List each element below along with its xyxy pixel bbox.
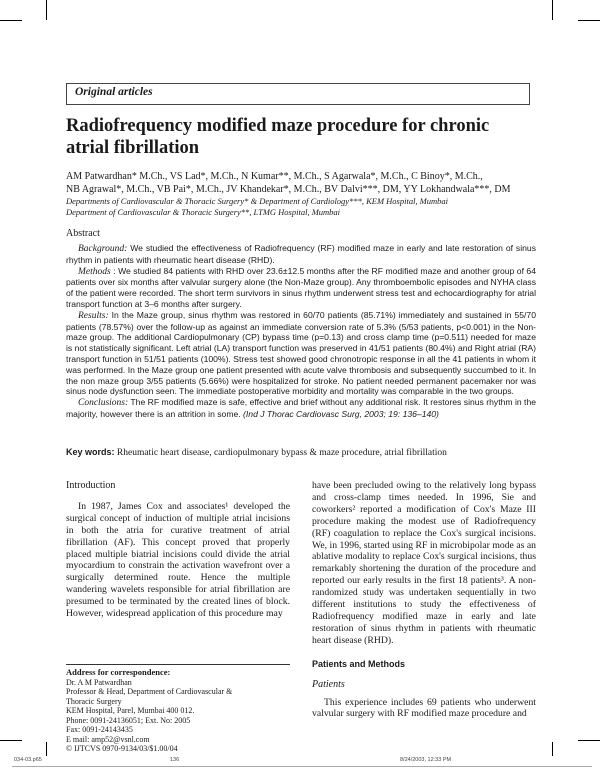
abstract-methods [66,266,536,310]
abstract-results [66,310,536,397]
correspondence-line: Phone: 0091-24136051; Ext. No: 2005 [66,715,191,725]
conclusions-label: Conclusions: [78,398,129,409]
correspondence-email: E mail: amp52@vsnl.com [66,734,150,744]
footer-page: 136 [170,757,180,763]
author-line: AM Patwardhan* M.Ch., VS Lad*, M.Ch., N Kumar**, M.Ch., S Agarwala*, M.Ch., C Binoy*, M.Ch., [66,171,483,182]
crop-mark [578,740,600,741]
keywords-text: Rheumatic heart disease, cardiopulmonary bypass & maze procedure, atrial fibrillation [116,448,447,458]
footer-file: 034-03.p65 [14,757,42,763]
correspondence-line: Professor & Head, Department of Cardiovascular & [66,687,233,696]
affiliation-line: Departments of Cardiovascular & Thoracic Surgery* & Department of Cardiology***, KEM Hospital, Mumbai [66,196,449,206]
correspondence-title: Address for correspondence: [66,667,171,677]
article-title: Radiofrequency modified maze procedure for chronic atrial fibrillation [66,116,490,158]
footer-rule [12,766,592,767]
correspondence-block [66,668,290,754]
crop-mark [46,0,47,20]
abstract-body [66,243,536,420]
correspondence-line: Thoracic Surgery [66,696,122,706]
conclusions-text: The RF modified maze is safe, effective and brief without any additional risk. It restores sinus rhythm in the majority, however there is an attrition in some. [66,397,537,419]
left-column [66,480,290,620]
right-column [312,480,536,720]
section-label: Original articles [75,86,153,98]
correspondence-rule [66,664,290,665]
author-line: NB Agrawal*, M.Ch., VB Pai*, M.Ch., JV Khandekar*, M.Ch., BV Dalvi***, DM, YY Lokhandwala***, DM [66,183,511,195]
crop-mark [552,742,553,756]
correspondence-line: Dr. A M Patwardhan [66,677,132,687]
methods-text: : We studied 84 patients with RHD over 23.6±12.5 months after the RF modified maze and another group of 64 patients over six months after valvular surgery alone (the Non-Maze group). Any thromboembolic episodes and NYHA class of the patient were recorded. The short term survivors in sinus rhythm underwent stress test and echocardiography for atrial transport function at 3–6 months after surgery. [66,265,536,309]
author-list [66,171,544,196]
results-text: In the Maze group, sinus rhythm was restored in 60/70 patients (85.71%) immediately and sustained in 55/70 patients (78.57%) over the follow-up as against an immediate conversion rate of 5.3% (5/53 patients, p<0.001) in the Non-maze group. The additional Cardiopulmonary (CP) bypass time (p=0.13) and cross clamp time (p=0.511) needed for maze is not statistically significant. Left atrial (LA) transport function was preserved in 41/51 patients (80.4%) and Right atrial (RA) transport function in 51/51 patients (100%). Stress test showed good chronotropic response in all the 41 patients in whom it was performed. In the Maze group one patient presented with acute valve thrombosis and subsequently succumbed to it. In the non maze group 3/55 patients (5.66%) were hospitalized for stroke. No patient needed permanent pacemaker nor was sinus node dysfunction seen. The immediate postoperative morbidity and mortality was comparable in the two groups. [66,309,536,397]
right-paragraph-1: have been precluded owing to the relatively long bypass and cross-clamp times needed. In 1996, Sie and coworkers² reported a modification of Cox's Maze III procedure making the modest use of Radiofrequency (RF) coagulation to replace the Cox's surgical incisions. We, in 1996, started using RF in microbipolar mode as an ablative modality to replace Cox's surgical incisions, thus remarkably shortening the duration of the procedure and reported our early results in the first 18 patients³. A non-randomized study was undertaken sequentially in two different institutions to study the effectiveness of Radiofrequency modified maze in early and late restoration of sinus rhythm in patients with rheumatic heart disease (RHD). [312,480,536,646]
correspondence-line: © IJTCVS 0970-9134/03/$1.00/04 [66,744,178,753]
right-paragraph-2: This experience includes 69 patients who underwent valvular surgery with RF modified maze procedure and [312,696,536,720]
footer-date: 8/24/2003, 12:33 PM [400,757,452,763]
background-label: Background: [78,244,128,254]
correspondence-line: KEM Hospital, Parel, Mumbai 400 012. [66,706,195,715]
affiliations [66,196,544,218]
citation: (Ind J Thorac Cardiovasc Surg, 2003; 19: 136–140) [243,408,439,419]
abstract-conclusions [66,397,536,420]
intro-heading: Introduction [66,480,116,491]
crop-mark [0,20,22,21]
affiliation-line: Department of Cardiovascular & Thoracic Surgery**, LTMG Hospital, Mumbai [66,207,341,217]
crop-mark [0,740,22,741]
crop-mark [46,742,47,756]
patients-subheading: Patients [312,678,345,690]
keywords [66,447,536,458]
intro-paragraph: In 1987, James Cox and associates¹ developed the surgical concept of induction of multiple atrial incisions in both the atria for curative treatment of atrial fibrillation (AF). This concept proved that properly placed multiple biatrial incisions could divide the atrial myocardium to constrain the activation wavefront over a surgically determined route. Hence the multiple wandering wavelets responsible for atrial fibrillation are presumed to be terminated by the created lines of block. However, widespread application of this procedure may [66,500,290,620]
crop-mark [552,0,553,20]
correspondence-line: Fax: 0091-24143435 [66,725,133,734]
abstract-heading: Abstract [66,228,100,239]
methods-label: Methods [78,266,111,277]
section-header-box [66,83,530,105]
background-text: We studied the effectiveness of Radiofrequency (RF) modified maze in early and late restoration of sinus rhythm in patients with rheumatic heart disease (RHD). [66,243,536,265]
crop-mark [578,20,600,21]
results-label: Results: [78,310,109,321]
keywords-label: Key words: [66,447,115,457]
abstract-background [66,243,536,266]
methods-heading: Patients and Methods [312,658,406,669]
